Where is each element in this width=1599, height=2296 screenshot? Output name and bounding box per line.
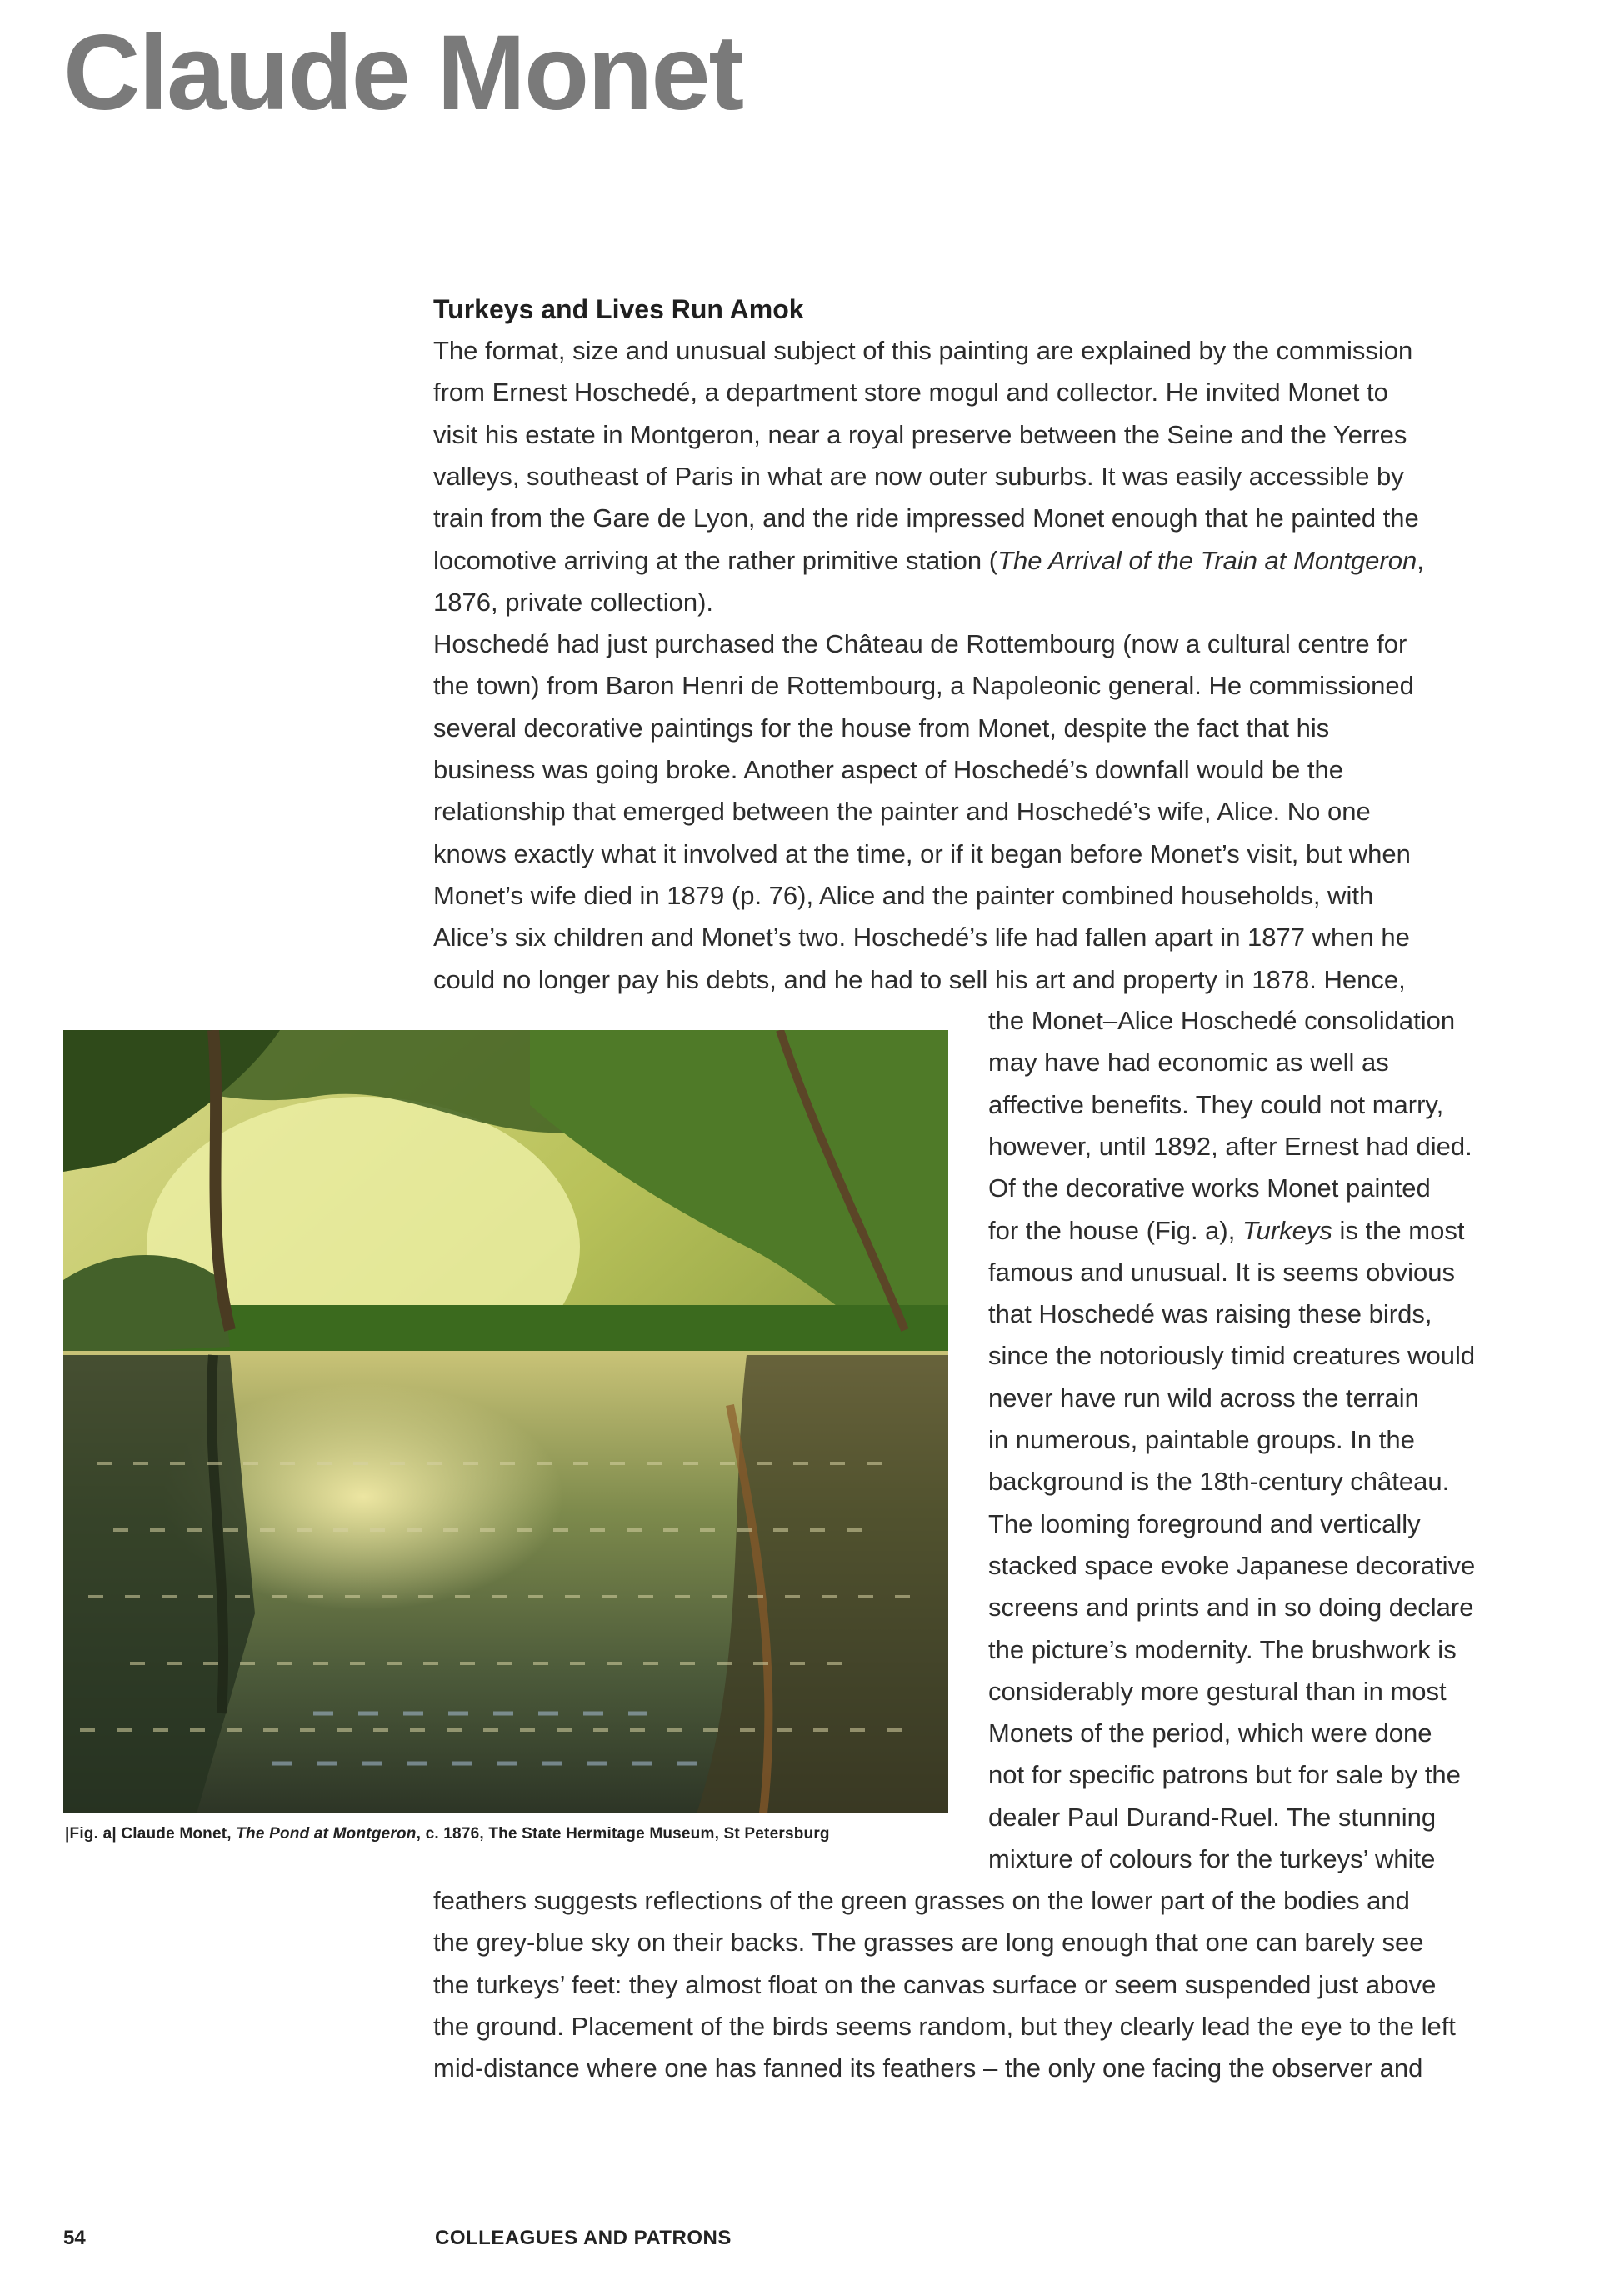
text-segment: is the most <box>1332 1215 1465 1245</box>
text-line: mixture of colours for the turkeys’ white <box>988 1844 1436 1873</box>
text-line: screens and prints and in so doing declare <box>988 1593 1474 1623</box>
text-line: knows exactly what it involved at the time, or if it began before Monet’s visit, but when <box>433 838 1411 868</box>
running-footer-section: COLLEAGUES AND PATRONS <box>435 2227 732 2249</box>
text-line: visit his estate in Montgeron, near a royal preserve between the Seine and the Yerres <box>433 419 1407 449</box>
text-line: the turkeys’ feet: they almost float on the canvas surface or seem suspended just above <box>433 1969 1437 1999</box>
caption-title: The Pond at Montgeron <box>236 1825 417 1843</box>
text-line: background is the 18th-century château. <box>988 1467 1450 1497</box>
italic-title: The Arrival of the Train at Montgeron <box>997 545 1417 575</box>
pond-painting-image <box>63 1030 948 1813</box>
text-line: never have run wild across the terrain <box>988 1383 1419 1413</box>
text-line: dealer Paul Durand-Ruel. The stunning <box>988 1802 1437 1832</box>
text-line: valleys, southeast of Paris in what are now outer suburbs. It was easily accessible by <box>433 461 1404 491</box>
text-line: train from the Gare de Lyon, and the ride impressed Monet enough that he painted the <box>433 503 1419 533</box>
caption-prefix: |Fig. a| Claude Monet, <box>65 1825 237 1843</box>
caption-suffix: , c. 1876, The State Hermitage Museum, St Petersburg <box>416 1825 830 1843</box>
text-line: several decorative paintings for the house from Monet, despite the fact that his <box>433 713 1330 743</box>
text-line: that Hoschedé was raising these birds, <box>988 1299 1432 1329</box>
text-line: the grey-blue sky on their backs. The grasses are long enough that one can barely see <box>433 1928 1424 1958</box>
text-line: Monets of the period, which were done <box>988 1718 1432 1748</box>
text-line: famous and unusual. It is seems obvious <box>988 1257 1456 1287</box>
figure-painting <box>63 1030 948 1813</box>
text-line: the ground. Placement of the birds seems random, but they clearly lead the eye to the left <box>433 2011 1456 2041</box>
text-line: Monet’s wife died in 1879 (p. 76), Alice and the painter combined households, with <box>433 880 1374 910</box>
text-line: The format, size and unusual subject of this painting are explained by the commission <box>433 336 1413 365</box>
figure-caption <box>65 1825 830 1843</box>
text-line <box>433 547 1424 575</box>
section-heading: Turkeys and Lives Run Amok <box>433 294 804 324</box>
text-line: the Monet–Alice Hoschedé consolidation <box>988 1006 1456 1035</box>
text-line: affective benefits. They could not marry, <box>988 1089 1444 1119</box>
text-line: Hoschedé had just purchased the Château de Rottembourg (now a cultural centre for <box>433 629 1407 659</box>
text-segment: locomotive arriving at the rather primitive station ( <box>433 545 998 575</box>
page-title: Claude Monet <box>63 13 743 133</box>
text-line: the picture’s modernity. The brushwork is <box>988 1634 1457 1664</box>
text-segment: for the house (Fig. a), <box>988 1215 1242 1245</box>
text-line: 1876, private collection). <box>433 587 714 617</box>
text-line: mid-distance where one has fanned its feathers – the only one facing the observer and <box>433 2053 1423 2083</box>
text-line: from Ernest Hoschedé, a department store mogul and collector. He invited Monet to <box>433 378 1388 408</box>
text-line: could no longer pay his debts, and he had to sell his art and property in 1878. Hence, <box>433 964 1406 994</box>
text-line: in numerous, paintable groups. In the <box>988 1425 1415 1454</box>
text-line: The looming foreground and vertically <box>988 1508 1421 1538</box>
text-line: stacked space evoke Japanese decorative <box>988 1550 1476 1580</box>
text-line: considerably more gestural than in most <box>988 1676 1447 1706</box>
text-line: may have had economic as well as <box>988 1048 1389 1078</box>
text-line: not for specific patrons but for sale by the <box>988 1760 1461 1790</box>
text-line: since the notoriously timid creatures would <box>988 1341 1476 1371</box>
text-line: Alice’s six children and Monet’s two. Hoschedé’s life had fallen apart in 1877 when he <box>433 923 1410 953</box>
text-line: Of the decorative works Monet painted <box>988 1173 1431 1203</box>
text-line <box>988 1217 1464 1245</box>
text-line: feathers suggests reflections of the green grasses on the lower part of the bodies and <box>433 1886 1410 1915</box>
text-line: business was going broke. Another aspect of Hoschedé’s downfall would be the <box>433 755 1344 784</box>
italic-title: Turkeys <box>1242 1215 1332 1245</box>
text-segment: , <box>1417 545 1424 575</box>
page-number: 54 <box>63 2227 86 2249</box>
text-line: the town) from Baron Henri de Rottembourg, a Napoleonic general. He commissioned <box>433 671 1414 701</box>
text-line: however, until 1892, after Ernest had died. <box>988 1131 1472 1161</box>
text-line: relationship that emerged between the painter and Hoschedé’s wife, Alice. No one <box>433 797 1371 827</box>
